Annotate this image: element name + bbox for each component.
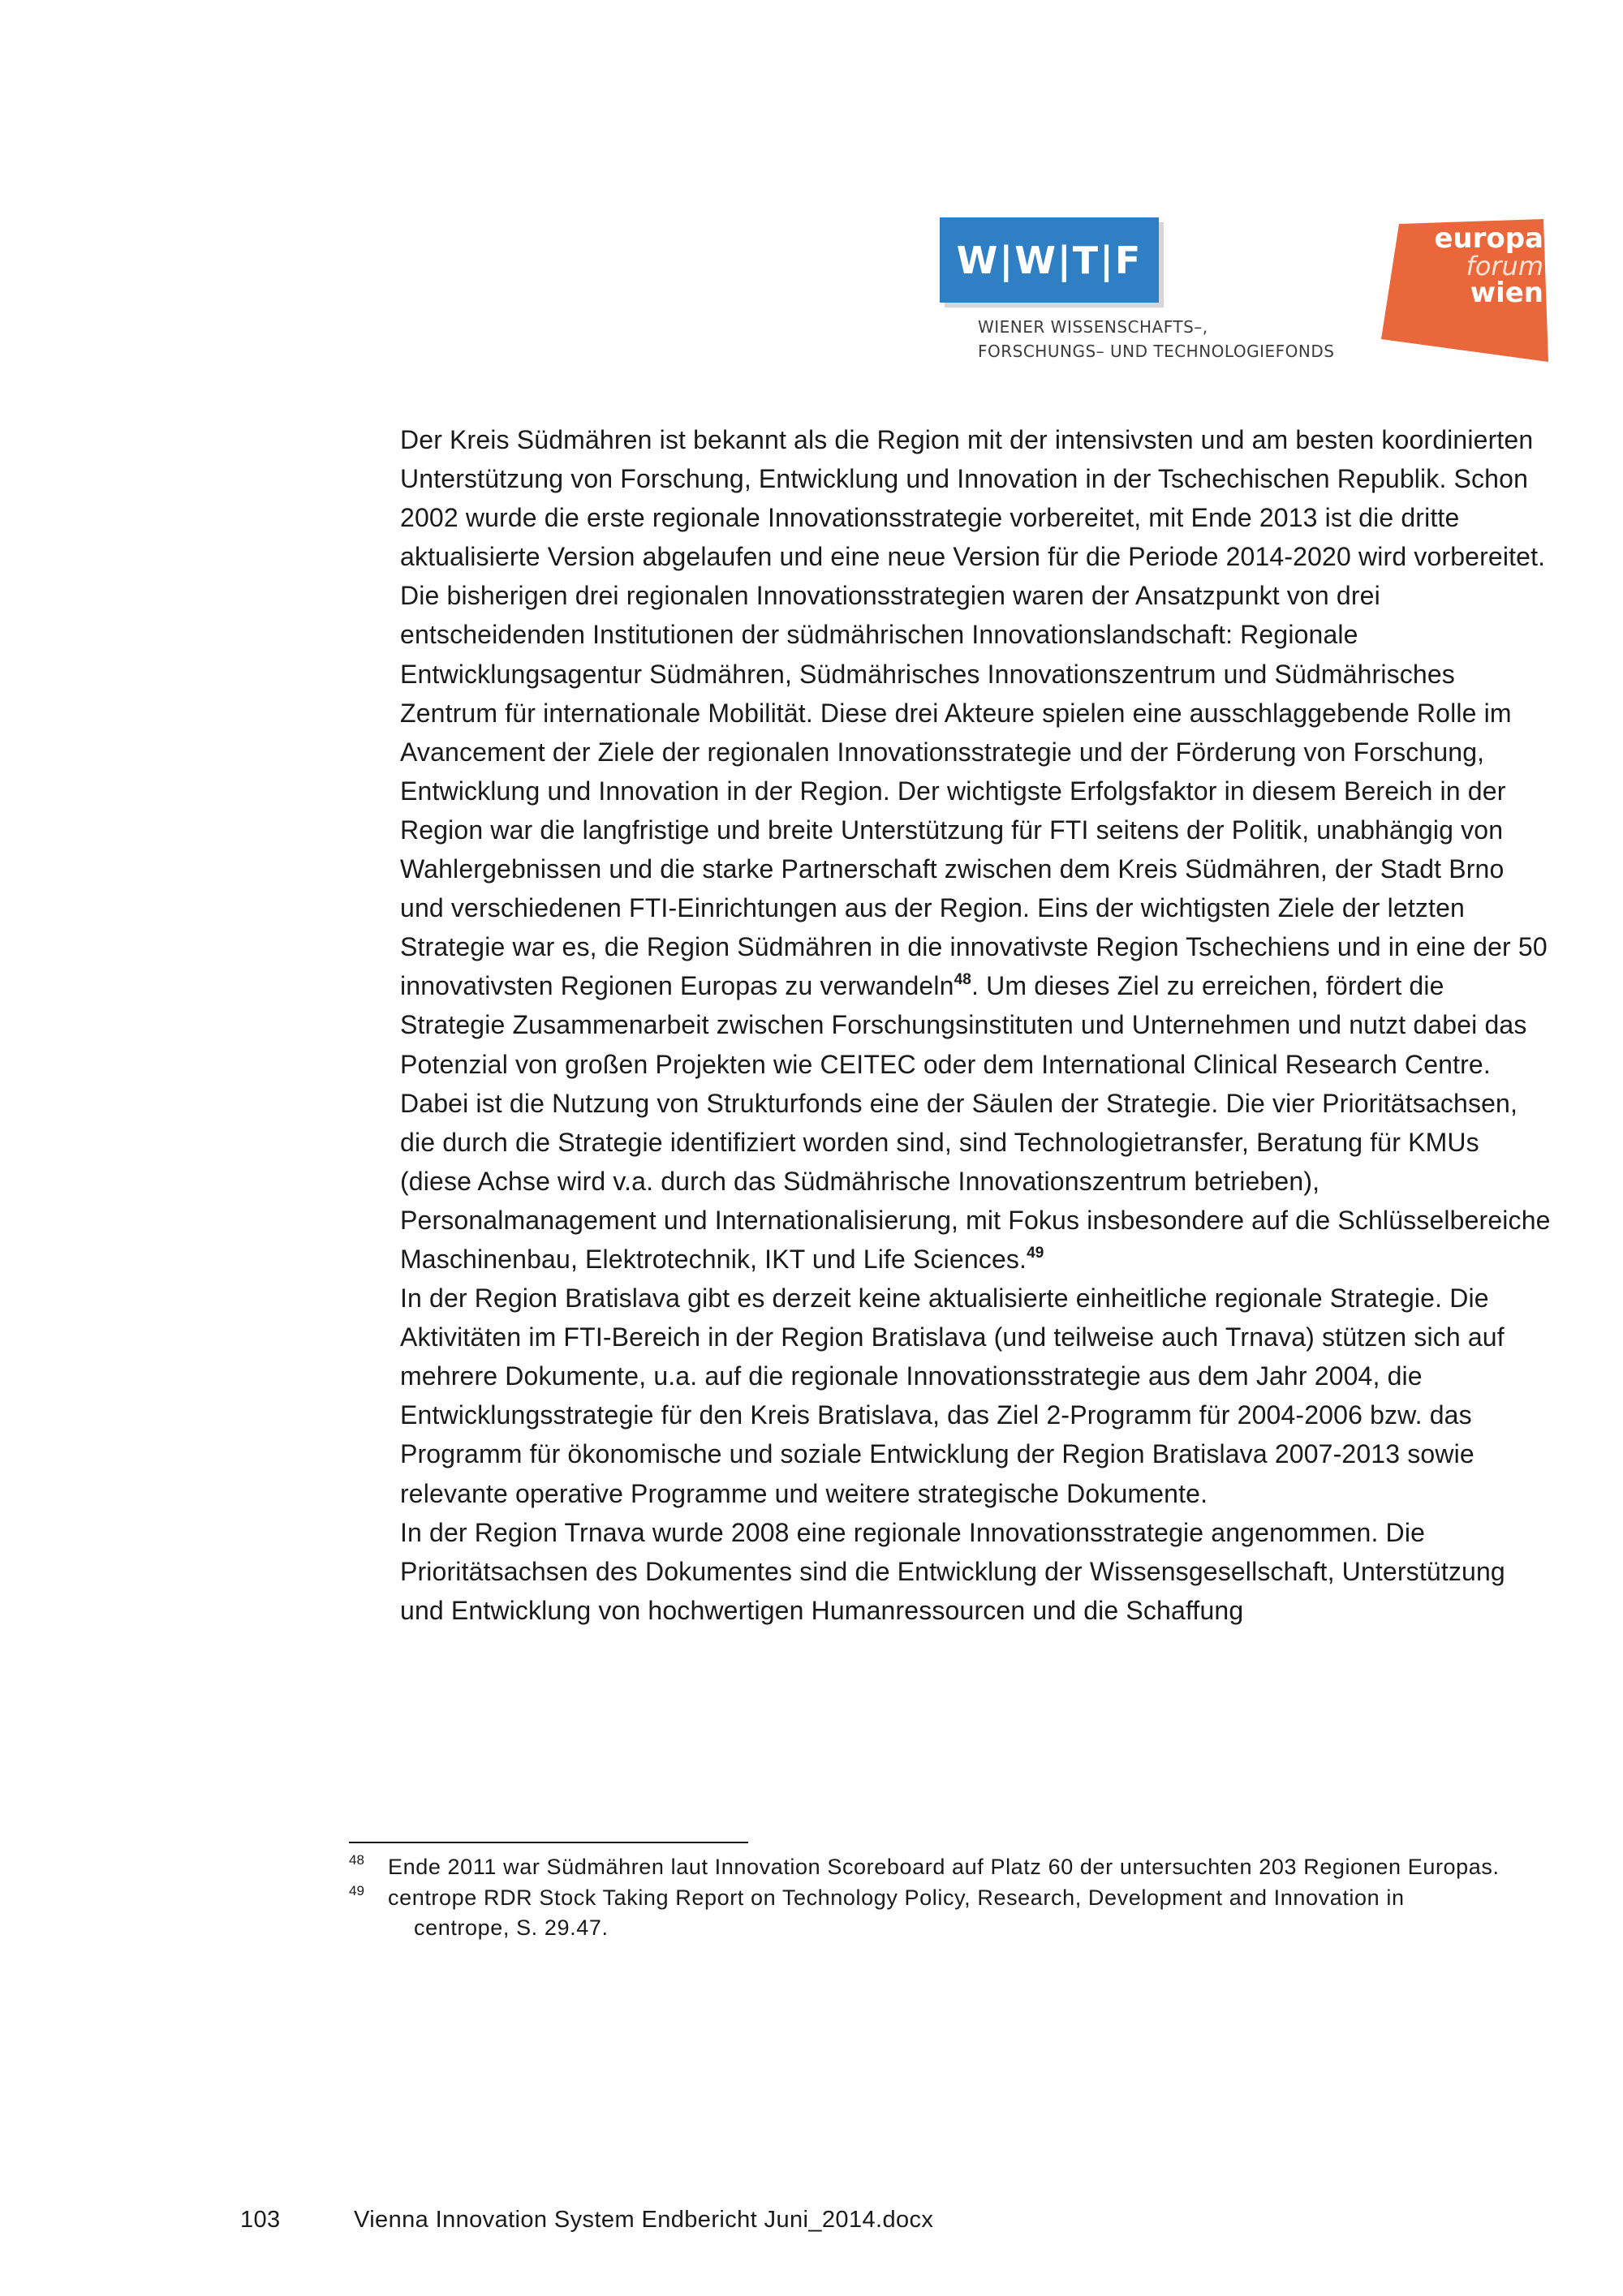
footnote-ref-48[interactable]: 48 xyxy=(954,971,972,989)
paragraph-trnava: In der Region Trnava wurde 2008 eine regionale Innovationsstrategie angenommen. Die Prioritätsachsen des Dokumentes sind die Entwicklung der Wissensgesellschaft, Unterstützung und Entwicklung von hochwertigen Humanressourcen und die Schaffung xyxy=(400,1517,1505,1625)
main-text xyxy=(400,420,1552,1630)
footnote-text: Ende 2011 war Südmähren laut Innovation Scoreboard auf Platz 60 der untersuchten 203 Regionen Europas. xyxy=(388,1855,1500,1879)
wwtf-logo-mark: W|W|T|F xyxy=(956,238,1143,282)
europaforum-logo-line2: forum xyxy=(1466,251,1543,282)
document-name: Vienna Innovation System Endbericht Juni_2014.docx xyxy=(354,2207,934,2233)
footnote-ref-49[interactable]: 49 xyxy=(1027,1244,1044,1262)
footnotes xyxy=(349,1852,1501,1944)
footnote-number: 48 xyxy=(349,1852,364,1868)
footnote-text: centrope RDR Stock Taking Report on Technology Policy, Research, Development and Innovation in centrope, S. 29.47. xyxy=(388,1885,1405,1940)
europaforum-logo-text xyxy=(1406,224,1543,307)
paragraph-suedmaehren-part1: Der Kreis Südmähren ist bekannt als die Region mit der intensivsten und am besten koordinierten Unterstützung von Forschung, Entwicklung und Innovation in der Tschechischen Republik. Schon 2002 wurde die erste regionale Innovationsstrategie vorbereitet, mit Ende 2013 ist die dritte aktualisierte Version abgelaufen und eine neue Version für die Periode 2014-2020 wird vorbereitet. Die bisherigen drei regionalen Innovationsstrategien waren der Ansatzpunkt von drei entscheidenden Institutionen der südmährischen Innovationslandschaft: Regionale Entwicklungsagentur Südmähren, Südmährisches Innovationszentrum und Südmährisches Zentrum für internationale Mobilität. Diese drei Akteure spielen eine ausschlaggebende Rolle im Avancement der Ziele der regionalen Innovationsstrategie und der Förderung von Forschung, Entwicklung und Innovation in der Region. Der wichtigste Erfolgsfaktor in diesem Bereich in der Region war die langfristige und breite Unterstützung für FTI seitens der Politik, unabhängig von Wahlergebnissen und die starke Partnerschaft zwischen dem Kreis Südmähren, der Stadt Brno und verschiedenen FTI-Einrichtungen aus der Region. Eins der wichtigsten Ziele der letzten Strategie war es, die Region Südmähren in die innovativste Region Tschechiens und in eine der 50 innovativsten Regionen Europas zu verwandeln xyxy=(400,425,1548,1001)
europaforum-logo-line3: wien xyxy=(1470,277,1543,309)
footnote-48 xyxy=(349,1852,1501,1883)
footnote-number: 49 xyxy=(349,1882,364,1898)
europaforum-logo-line1: europa xyxy=(1434,222,1543,255)
page-number: 103 xyxy=(240,2207,281,2233)
wwtf-subtitle-line2: FORSCHUNGS– UND TECHNOLOGIEFONDS xyxy=(978,342,1335,361)
footnote-divider xyxy=(349,1842,748,1843)
paragraph-bratislava: In der Region Bratislava gibt es derzeit keine aktualisierte einheitliche regionale Strategie. Die Aktivitäten im FTI-Bereich in der Region Bratislava (und teilweise auch Trnava) stützen sich auf mehrere Dokumente, u.a. auf die regionale Innovationsstrategie aus dem Jahr 2004, die Entwicklungsstrategie für den Kreis Bratislava, das Ziel 2-Programm für 2004-2006 bzw. das Programm für ökonomische und soziale Entwicklung der Region Bratislava 2007-2013 sowie relevante operative Programme und weitere strategische Dokumente. xyxy=(400,1283,1505,1508)
footnote-49 xyxy=(349,1883,1501,1944)
paragraph-suedmaehren xyxy=(400,420,1552,1279)
wwtf-logo-subtitle xyxy=(978,315,1400,363)
wwtf-subtitle-line1: WIENER WISSENSCHAFTS–, xyxy=(978,317,1208,337)
paragraph-suedmaehren-part2: . Um dieses Ziel zu erreichen, fördert die Strategie Zusammenarbeit zwischen Forschungsinstituten und Unternehmen und nutzt dabei das Potenzial von großen Projekten wie CEITEC oder dem International Clinical Research Centre. Dabei ist die Nutzung von Strukturfonds eine der Säulen der Strategie. Die vier Prioritätsachsen, die durch die Strategie identifiziert worden sind, sind Technologietransfer, Beratung für KMUs (diese Achse wird v.a. durch das Südmährische Innovationszentrum betrieben), Personalmanagement und Internationalisierung, mit Fokus insbesondere auf die Schlüsselbereiche Maschinenbau, Elektrotechnik, IKT und Life Sciences. xyxy=(400,971,1551,1274)
wwtf-logo xyxy=(940,217,1159,303)
